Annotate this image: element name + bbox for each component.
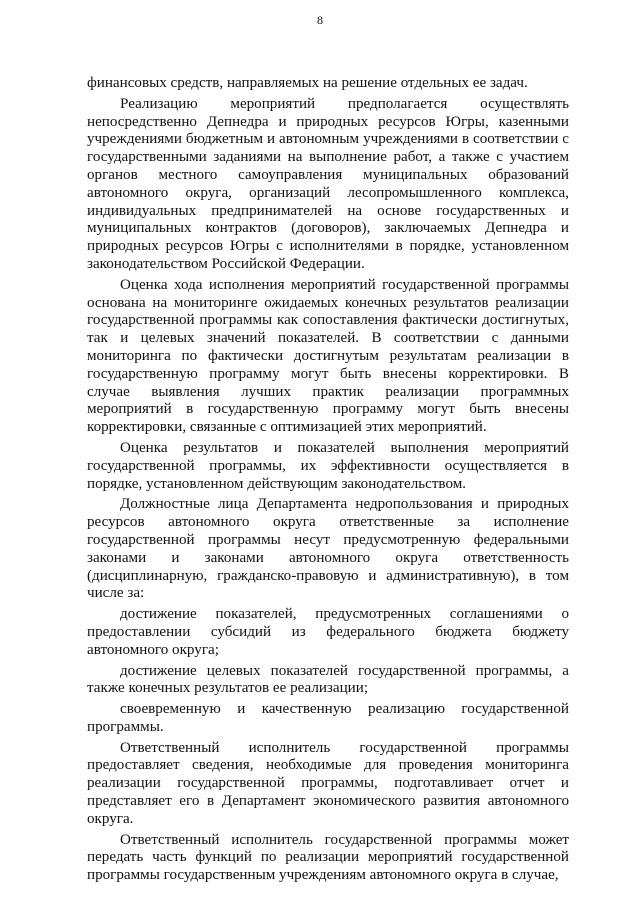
- page-number: 8: [317, 13, 323, 27]
- paragraph-implementation: Реализацию мероприятий предполагается осуществлять непосредственно Депнедра и природных ресурсов Югры, казенными учреждениями бюджетным и автономным учреждениями в соответствии с государственными заданиями на выполнение работ, а также с участием органов местного самоуправления муниципальных образований автономного округа, организаций лесопромышленного комплекса, индивидуальных предпринимателей на основе государственных и муниципальных контрактов (договоров), заключаемых Депнедра и природных ресурсов Югры с исполнителями в порядке, установленном законодательством Российской Федерации.: [87, 95, 569, 272]
- body-text: [87, 75, 569, 888]
- paragraph-results-assessment: Оценка результатов и показателей выполнения мероприятий государственной программы, их эффективности осуществляется в порядке, установленном действующим законодательством.: [87, 439, 569, 492]
- list-item-timely-implementation: своевременную и качественную реализацию государственной программы.: [87, 701, 569, 735]
- paragraph-responsible-executor-reporting: Ответственный исполнитель государственной программы предоставляет сведения, необходимые для проведения мониторинга реализации государственной программы, подготавливает отчет и представляет его в Департамент экономического развития автономного округа.: [87, 739, 569, 827]
- paragraph-officials-responsibility: Должностные лица Департамента недропользования и природных ресурсов автономного округа ответственные за исполнение государственной программы несут предусмотренную федеральными законами и законами автономного округа ответственность (дисциплинарную, гражданско-правовую и административную), в том числе за:: [87, 496, 569, 602]
- list-item-target-indicators: достижение целевых показателей государственной программы, а также конечных результатов ее реализации;: [87, 662, 569, 697]
- paragraph-responsible-executor-delegation: Ответственный исполнитель государственной программы может передать часть функций по реализации мероприятий государственной программы государственным учреждениям автономного округа в случае,: [87, 831, 569, 884]
- list-item-indicators: достижение показателей, предусмотренных соглашениями о предоставлении субсидий из федерального бюджета бюджету автономного округа;: [87, 606, 569, 658]
- paragraph-progress-assessment: Оценка хода исполнения мероприятий государственной программы основана на мониторинге ожидаемых конечных результатов реализации государственной программы как сопоставления фактически достигнутых, так и целевых значений показателей. В соответствии с данными мониторинга по фактически достигнутым результатам реализации в государственную программу могут быть внесены корректировки. В случае выявления лучших практик реализации программных мероприятий в государственную программу могут быть внесены корректировки, связанные с оптимизацией этих мероприятий.: [87, 276, 569, 436]
- paragraph-continuation: финансовых средств, направляемых на решение отдельных ее задач.: [87, 75, 528, 91]
